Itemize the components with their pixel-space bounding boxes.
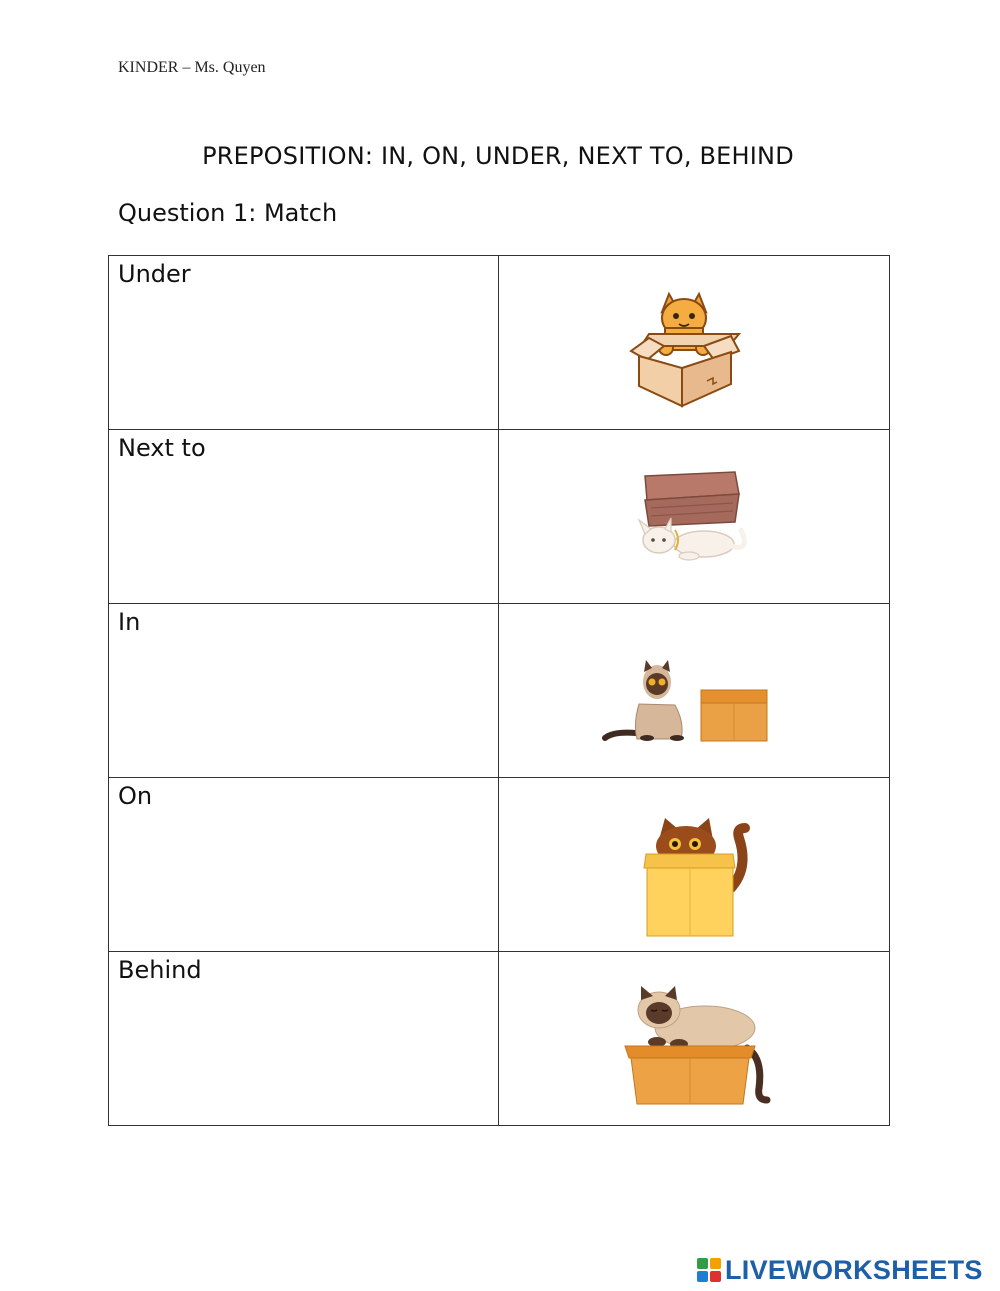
word-cell[interactable] xyxy=(109,430,499,604)
page-header: KINDER – Ms. Quyen xyxy=(118,59,266,76)
cat-next-to-box-icon xyxy=(499,604,889,778)
word-cell[interactable] xyxy=(109,256,499,430)
word-cell[interactable] xyxy=(109,604,499,778)
page-title: PREPOSITION: IN, ON, UNDER, NEXT TO, BEHIND xyxy=(202,142,794,170)
table-row xyxy=(109,952,890,1126)
word-label: Behind xyxy=(118,956,202,984)
liveworksheets-logo xyxy=(697,1253,983,1287)
word-cell[interactable] xyxy=(109,778,499,952)
picture-cell[interactable] xyxy=(499,778,890,952)
picture-cell[interactable] xyxy=(499,604,890,778)
word-cell[interactable] xyxy=(109,952,499,1126)
logo-text: LIVEWORKSHEETS xyxy=(725,1254,983,1285)
word-label: Under xyxy=(118,260,191,288)
question-heading: Question 1: Match xyxy=(118,199,338,227)
matching-table xyxy=(108,255,890,1126)
table-row xyxy=(109,604,890,778)
cat-under-box-icon xyxy=(499,430,889,604)
picture-cell[interactable] xyxy=(499,952,890,1126)
table-row xyxy=(109,778,890,952)
table-row xyxy=(109,430,890,604)
cat-behind-box-icon xyxy=(499,778,889,952)
word-label: In xyxy=(118,608,141,636)
word-label: On xyxy=(118,782,153,810)
picture-cell[interactable] xyxy=(499,256,890,430)
cat-on-box-icon xyxy=(499,952,889,1126)
picture-cell[interactable] xyxy=(499,430,890,604)
cat-in-box-icon xyxy=(499,256,889,430)
table-row xyxy=(109,256,890,430)
logo-blocks-icon xyxy=(697,1258,721,1282)
word-label: Next to xyxy=(118,434,206,462)
